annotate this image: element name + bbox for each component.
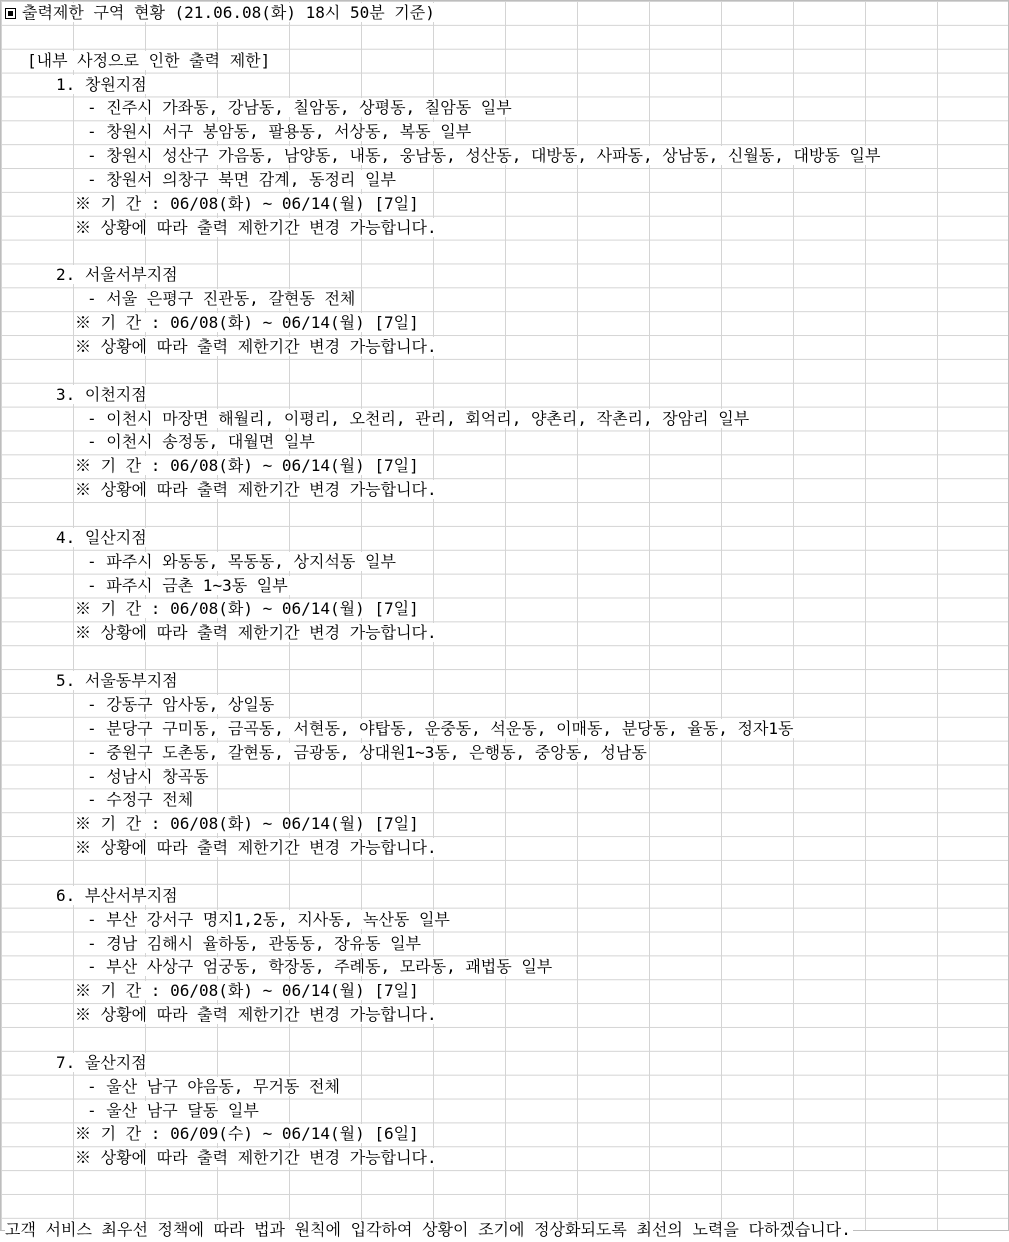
period-line: ※ 기 간 : 06/08(화) ~ 06/14(월) [7일] [75, 313, 419, 333]
section-heading: [내부 사정으로 인한 출력 제한] [27, 50, 271, 70]
area-item: - 서울 은평구 진관동, 갈현동 전체 [87, 289, 356, 309]
area-item: - 창원서 의창구 북면 감계, 동정리 일부 [87, 170, 396, 190]
blank-row [1, 359, 1008, 383]
footer-row [1, 1218, 1008, 1242]
title-row [1, 1, 1008, 25]
branch-heading: 2. 서울서부지점 [56, 265, 178, 285]
area-item: - 중원구 도촌동, 갈현동, 금광동, 상대원1~3동, 은행동, 중앙동, 성남동 [87, 742, 647, 762]
branch-heading: 4. 일산지점 [56, 527, 147, 547]
area-item: - 파주시 금촌 1~3동 일부 [87, 575, 288, 595]
blank-row [1, 25, 1008, 49]
period-line: ※ 기 간 : 06/08(화) ~ 06/14(월) [7일] [75, 456, 419, 476]
area-item: - 이천시 송정동, 대월면 일부 [87, 432, 315, 452]
area-item: - 성남시 창곡동 [87, 766, 209, 786]
branch-heading: 1. 창원지점 [56, 74, 147, 94]
area-item: - 분당구 구미동, 금곡동, 서현동, 야탑동, 운중동, 석운동, 이매동, 분당동, 율동, 정자1동 [87, 718, 794, 738]
period-line: ※ 기 간 : 06/08(화) ~ 06/14(월) [7일] [75, 599, 419, 619]
area-item: - 이천시 마장면 해월리, 이평리, 오천리, 관리, 회억리, 양촌리, 작촌리, 장암리 일부 [87, 408, 750, 428]
branch-heading: 6. 부산서부지점 [56, 885, 178, 905]
note-line: ※ 상황에 따라 출력 제한기간 변경 가능합니다. [75, 217, 437, 237]
branch-heading: 5. 서울동부지점 [56, 671, 178, 691]
area-item: - 부산 강서구 명지1,2동, 지사동, 녹산동 일부 [87, 909, 450, 929]
area-item: - 창원시 서구 봉암동, 팔용동, 서상동, 복동 일부 [87, 122, 472, 142]
period-line: ※ 기 간 : 06/08(화) ~ 06/14(월) [7일] [75, 981, 419, 1001]
page-title: 출력제한 구역 현황 (21.06.08(화) 18시 50분 기준) [22, 3, 435, 22]
note-line: ※ 상황에 따라 출력 제한기간 변경 가능합니다. [75, 480, 437, 500]
branch-heading: 3. 이천지점 [56, 384, 147, 404]
note-line: ※ 상황에 따라 출력 제한기간 변경 가능합니다. [75, 337, 437, 357]
area-item: - 부산 사상구 엄궁동, 학장동, 주례동, 모라동, 괘법동 일부 [87, 957, 553, 977]
blank-row [1, 860, 1008, 884]
note-line: ※ 상황에 따라 출력 제한기간 변경 가능합니다. [75, 623, 437, 643]
blank-row [1, 1194, 1008, 1218]
blank-row [1, 1027, 1008, 1051]
blank-row [1, 645, 1008, 669]
area-item: - 강동구 암사동, 상일동 [87, 694, 275, 714]
period-line: ※ 기 간 : 06/09(수) ~ 06/14(월) [6일] [75, 1124, 419, 1144]
area-item: - 경남 김해시 율하동, 관동동, 장유동 일부 [87, 933, 421, 953]
note-line: ※ 상황에 따라 출력 제한기간 변경 가능합니다. [75, 1148, 437, 1168]
period-line: ※ 기 간 : 06/08(화) ~ 06/14(월) [7일] [75, 814, 419, 834]
note-line: ※ 상황에 따라 출력 제한기간 변경 가능합니다. [75, 1005, 437, 1025]
period-line: ※ 기 간 : 06/08(화) ~ 06/14(월) [7일] [75, 193, 419, 213]
area-item: - 파주시 와동동, 목동동, 상지석동 일부 [87, 551, 396, 571]
section-heading-row [1, 49, 1008, 73]
square-bullet-icon [5, 8, 16, 19]
blank-row [1, 240, 1008, 264]
note-line: ※ 상황에 따라 출력 제한기간 변경 가능합니다. [75, 838, 437, 858]
area-item: - 진주시 가좌동, 강남동, 칠암동, 상평동, 칠암동 일부 [87, 98, 512, 118]
footer-message: 고객 서비스 최우선 정책에 따라 법과 원칙에 입각하여 상황이 조기에 정상화되도록 최선의 노력을 다하겠습니다. [5, 1219, 851, 1239]
area-item: - 울산 남구 야음동, 무거동 전체 [87, 1076, 340, 1096]
area-item: - 울산 남구 달동 일부 [87, 1100, 259, 1120]
blank-row [1, 1170, 1008, 1194]
area-item: - 수정구 전체 [87, 790, 194, 810]
blank-row [1, 502, 1008, 526]
area-item: - 창원시 성산구 가음동, 남양동, 내동, 웅남동, 성산동, 대방동, 사파동, 상남동, 신월동, 대방동 일부 [87, 146, 881, 166]
branch-heading: 7. 울산지점 [56, 1052, 147, 1072]
